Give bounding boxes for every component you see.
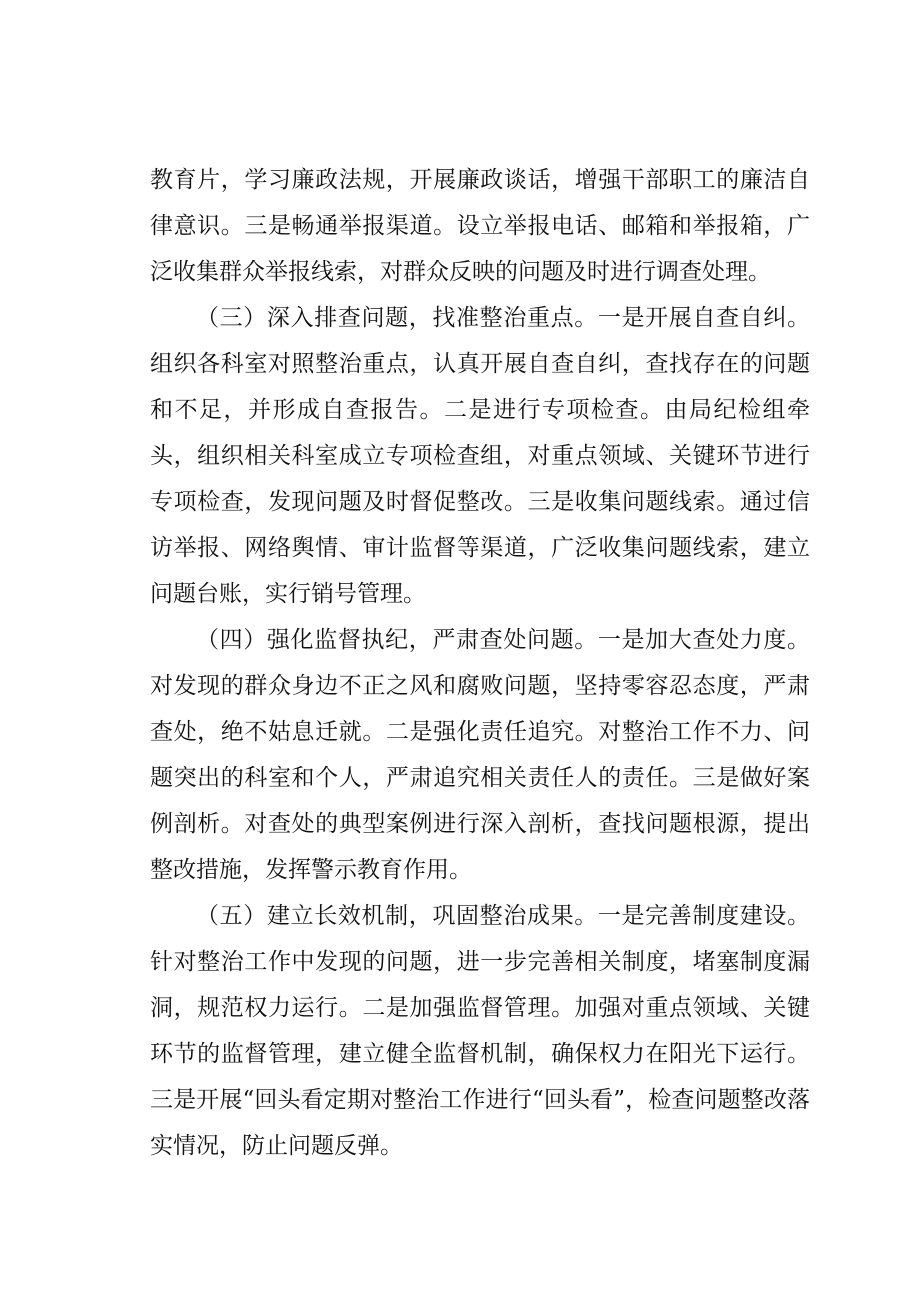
paragraph-continuation: 教育片，学习廉政法规，开展廉政谈话，增强干部职工的廉洁自律意识。三是畅通举报渠道。设立举报电话、邮箱和举报箱，广泛收集群众举报线索，对群众反映的问题及时进行调查处理。: [150, 167, 810, 285]
paragraph-section-5: （五）建立长效机制，巩固整治成果。一是完善制度建设。针对整治工作中发现的问题，进一步完善相关制度，堵塞制度漏洞，规范权力运行。二是加强监督管理。加强对重点领域、关键环节的监督管理，建立健全监督机制，确保权力在阳光下运行。三是开展“回头看定期对整治工作进行“回头看”，检查问题整改落实情况，防止问题反弹。: [150, 903, 810, 1159]
paragraph-section-3: （三）深入排查问题，找准整治重点。一是开展自查自纠。组织各科室对照整治重点，认真开展自查自纠，查找存在的问题和不足，并形成自查报告。二是进行专项检查。由局纪检组牵头，组织相关科室成立专项检查组，对重点领域、关键环节进行专项检查，发现问题及时督促整改。三是收集问题线索。通过信访举报、网络舆情、审计监督等渠道，广泛收集问题线索，建立问题台账，实行销号管理。: [150, 305, 810, 607]
paragraph-section-4: （四）强化监督执纪，严肃查处问题。一是加大查处力度。对发现的群众身边不正之风和腐败问题，坚持零容忍态度，严肃查处，绝不姑息迁就。二是强化责任追究。对整治工作不力、问题突出的科室和个人，严肃追究相关责任人的责任。三是做好案例剖析。对查处的典型案例进行深入剖析，查找问题根源，提出整改措施，发挥警示教育作用。: [150, 627, 810, 883]
document-body: [150, 157, 810, 1169]
